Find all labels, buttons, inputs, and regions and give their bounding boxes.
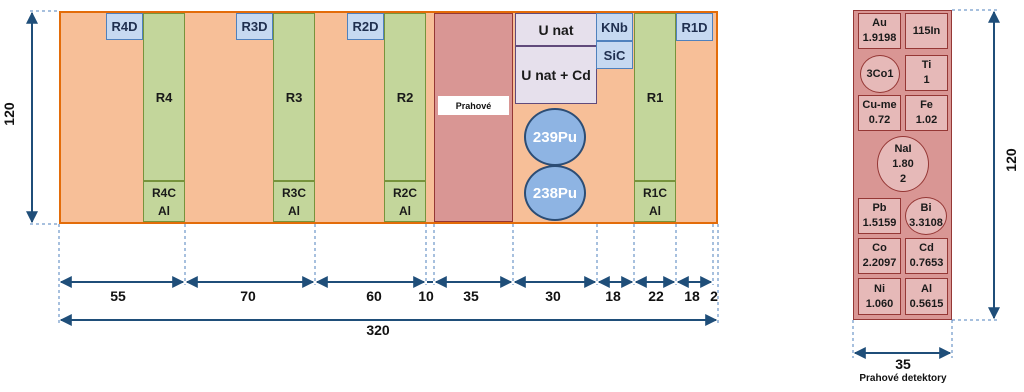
segment-label-1: 70: [240, 288, 256, 304]
rod-r1-al-label: Al: [649, 204, 661, 218]
segment-label-9: 2: [710, 288, 718, 304]
foil-al-value: 0.5615: [909, 297, 944, 310]
foil-cd-value: 0.7653: [909, 257, 944, 269]
foil-ti-value: 1: [923, 74, 930, 86]
foil-ti-name: Ti: [921, 59, 932, 71]
rod-r1-c-label: R1C: [642, 186, 667, 200]
rod-r2-c-label: R2C: [392, 186, 417, 200]
foil-cume-value: 0.72: [868, 114, 891, 126]
foil-co-name: Co: [872, 242, 887, 254]
segment-label-2: 60: [366, 288, 382, 304]
segment-label-6: 18: [605, 288, 621, 304]
foil-fe-name: Fe: [920, 99, 933, 111]
rod-r1-label: R1: [646, 89, 664, 105]
foil-pb-name: Pb: [872, 202, 887, 214]
rod-r2-label: R2: [396, 89, 414, 105]
knb-label: KNb: [601, 19, 628, 35]
foil-bi-value: 3.3108: [909, 217, 943, 229]
foil-co-value: 2.2097: [862, 257, 897, 269]
pu238-label: 238Pu: [532, 184, 578, 202]
rod-r4-c-label: R4C: [151, 186, 176, 200]
rod-r3-c-label: R3C: [281, 186, 306, 200]
detector-r1d-label: R1D: [681, 19, 708, 35]
rod-r3-label: R3: [285, 89, 303, 105]
height-value-left: 120: [1, 102, 17, 126]
rod-r4-label: R4: [155, 89, 173, 105]
foil-nai-value: 1.80: [892, 157, 914, 170]
panel-width-label: 35: [895, 356, 911, 372]
rod-r2-al-label: Al: [399, 204, 411, 218]
foil-nai-name: NaI: [894, 142, 912, 155]
foil-cume-name: Cu-me: [862, 99, 897, 111]
pu239-label: 239Pu: [532, 128, 578, 146]
foil-co1-name: 3Co1: [866, 67, 894, 80]
foil-al-name: Al: [921, 282, 932, 295]
panel-caption: Prahové detektory: [859, 373, 947, 384]
panel-height-value: 120: [1003, 148, 1019, 172]
segment-label-4: 35: [463, 288, 479, 304]
segment-label-7: 22: [648, 288, 664, 304]
segment-label-0: 55: [110, 288, 126, 304]
foil-fe-value: 1.02: [915, 114, 938, 126]
foil-cd-name: Cd: [919, 242, 934, 254]
segment-label-8: 18: [684, 288, 700, 304]
foil-nai-extra: 2: [899, 172, 907, 185]
foil-pb-value: 1.5159: [862, 217, 897, 229]
rod-r4-al-label: Al: [158, 204, 170, 218]
segment-label-3: 10: [418, 288, 434, 304]
u-nat-label: U nat: [538, 21, 574, 38]
threshold-strip-label: Prahové: [438, 96, 509, 115]
sic-label: SiC: [603, 47, 626, 63]
detector-r3d-label: R3D: [241, 19, 268, 34]
segment-label-5: 30: [545, 288, 561, 304]
detector-r2d-label: R2D: [352, 19, 379, 34]
u-nat-cd-label: U nat + Cd: [521, 67, 591, 83]
foil-bi-name: Bi: [920, 202, 932, 214]
total-length-label: 320: [366, 322, 390, 338]
foil-au-value: 1.9198: [862, 32, 897, 44]
detector-r4d-label: R4D: [111, 19, 138, 34]
foil-ni-name: Ni: [874, 282, 885, 295]
foil-ni-value: 1.060: [865, 297, 894, 310]
foil-in-name: 115In: [912, 24, 941, 37]
rod-r3-al-label: Al: [288, 204, 300, 218]
foil-au-name: Au: [872, 17, 887, 29]
